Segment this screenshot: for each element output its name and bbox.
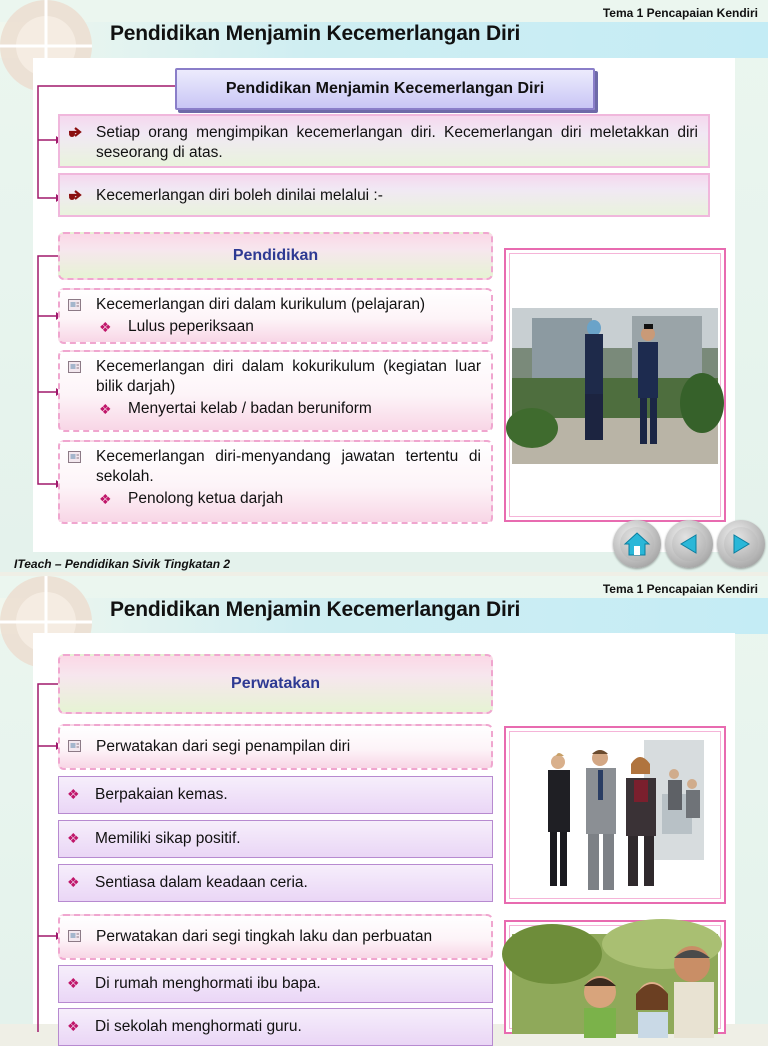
diamond-bullet-icon: ❖	[99, 319, 112, 335]
arrow-right-icon	[730, 533, 752, 555]
topic-label: Tema 1 Pencapaian Kendiri	[602, 582, 758, 596]
diamond-bullet-icon: ❖	[99, 401, 112, 417]
sub-item: ❖ Sentiasa dalam keadaan ceria.	[58, 864, 493, 902]
document-icon	[68, 451, 81, 463]
page-title: Pendidikan Menjamin Kecemerlangan Diri	[110, 598, 521, 621]
home-button[interactable]	[613, 520, 661, 568]
document-icon	[68, 361, 81, 373]
list-item: Perwatakan dari segi penampilan diri	[58, 724, 493, 770]
bullet-arrow-icon	[68, 189, 82, 201]
list-item: Perwatakan dari segi tingkah laku dan perbuatan	[58, 914, 493, 960]
list-item: Kecemerlangan diri dalam kokurikulum (kegiatan luar bilik darjah) ❖ Menyertai kelab / badan beruniform	[58, 350, 493, 432]
sub-item: ❖ Menyertai kelab / badan beruniform	[99, 400, 372, 417]
photo-frame	[504, 726, 726, 904]
photo-frame	[504, 920, 726, 1034]
section-header-pendidikan: Pendidikan	[58, 232, 493, 280]
diamond-bullet-icon: ❖	[99, 491, 112, 507]
footer-text: ITeach – Pendidikan Sivik Tingkatan 2	[14, 557, 231, 571]
page-title: Pendidikan Menjamin Kecemerlangan Diri	[110, 22, 521, 45]
sub-item: ❖ Berpakaian kemas.	[58, 776, 493, 814]
students-photo	[512, 308, 718, 464]
diamond-bullet-icon: ❖	[67, 975, 80, 991]
diamond-bullet-icon: ❖	[67, 1018, 80, 1034]
diamond-bullet-icon: ❖	[67, 830, 80, 846]
bullet-item: Setiap orang mengimpikan kecemerlangan diri. Kecemerlangan diri meletakkan diri seseorang di atas.	[58, 114, 710, 168]
next-button[interactable]	[717, 520, 765, 568]
slide-2	[0, 576, 768, 1035]
sub-item: ❖ Penolong ketua darjah	[99, 490, 284, 507]
sub-item: ❖ Memiliki sikap positif.	[58, 820, 493, 858]
business-people-photo	[512, 734, 718, 896]
document-icon	[68, 930, 81, 942]
section-header-perwatakan: Perwatakan	[58, 654, 493, 714]
diamond-bullet-icon: ❖	[67, 874, 80, 890]
sub-item: ❖ Di rumah menghormati ibu bapa.	[58, 965, 493, 1003]
list-item: Kecemerlangan diri dalam kurikulum (pelajaran) ❖ Lulus peperiksaan	[58, 288, 493, 344]
document-icon	[68, 740, 81, 752]
document-icon	[68, 299, 81, 311]
list-item: Kecemerlangan diri-menyandang jawatan tertentu di sekolah. ❖ Penolong ketua darjah	[58, 440, 493, 524]
header-box: Pendidikan Menjamin Kecemerlangan Diri	[175, 68, 595, 110]
topic-label: Tema 1 Pencapaian Kendiri	[602, 6, 758, 20]
family-photo	[512, 934, 718, 1034]
bullet-arrow-icon	[68, 126, 82, 138]
previous-button[interactable]	[665, 520, 713, 568]
sub-item: ❖ Di sekolah menghormati guru.	[58, 1008, 493, 1046]
home-icon	[623, 531, 651, 557]
bullet-item: Kecemerlangan diri boleh dinilai melalui :-	[58, 173, 710, 217]
arrow-left-icon	[678, 533, 700, 555]
photo-frame	[504, 248, 726, 522]
sub-item: ❖ Lulus peperiksaan	[99, 318, 254, 335]
diamond-bullet-icon: ❖	[67, 786, 80, 802]
